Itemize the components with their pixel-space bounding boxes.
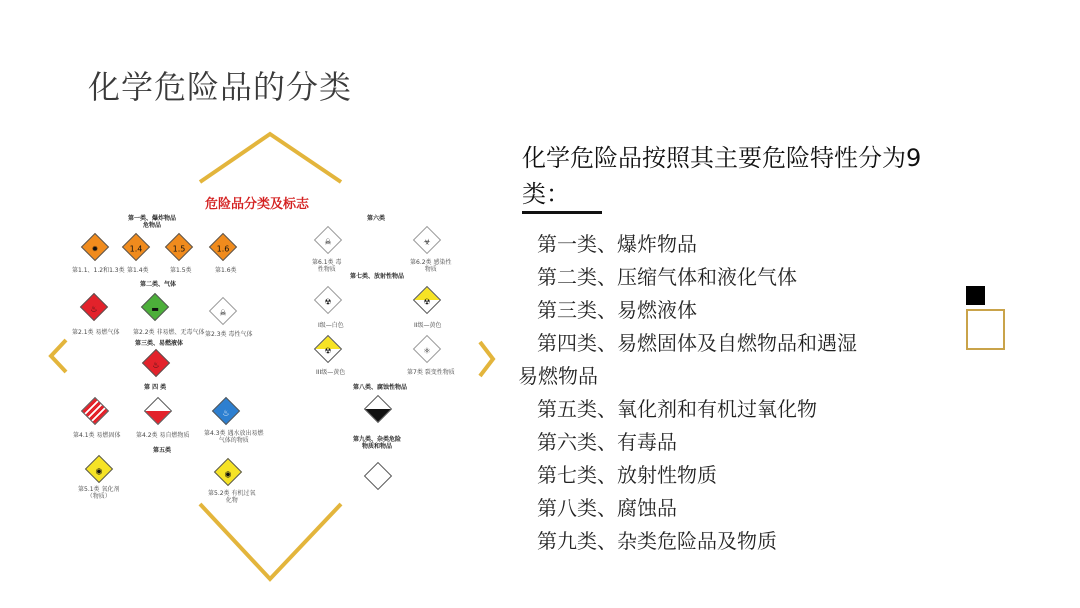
biohazard-icon: ☣ <box>423 236 431 246</box>
frame-top-chevron <box>200 134 341 182</box>
flame-icon: ♨ <box>90 303 98 313</box>
glyph-1-6: 1.6 <box>216 243 230 253</box>
class8-heading: 第八类、腐蚀性物品 <box>353 384 408 391</box>
decorative-black-square <box>966 286 985 305</box>
list-item: 易燃物品 <box>518 364 598 388</box>
label-c5b: 第5.2类 有机过氧 化物 <box>208 490 256 504</box>
radiation-icon: ☢ <box>324 296 332 306</box>
label-c4a: 第4.1类 易燃固体 <box>73 432 121 439</box>
class4-heading: 第 四 类 <box>144 384 167 391</box>
classification-heading: 化学危险品按照其主要危险特性分为9类： <box>522 144 922 208</box>
label-c1b: 第1.4类 <box>127 267 149 274</box>
list-item: 第一类、爆炸物品 <box>537 232 697 256</box>
class-list <box>518 228 938 558</box>
flame-icon: ♨ <box>222 407 230 417</box>
page-title: 化学危险品的分类 <box>88 68 353 106</box>
frame-left-arrow <box>51 340 66 372</box>
list-item: 第八类、腐蚀品 <box>537 496 677 520</box>
label-c4c: 第4.3类 遇水放出易燃 气体的物质 <box>204 430 264 444</box>
label-c2a: 第2.1类 易燃气体 <box>72 329 120 336</box>
skull-icon: ☠ <box>324 236 332 246</box>
label-c6a: 第6.1类 毒 性物质 <box>312 259 342 273</box>
glyph-1-4: 1.4 <box>129 243 143 253</box>
label-c4b: 第4.2类 易自燃物质 <box>136 432 190 439</box>
heading-underline <box>522 211 602 214</box>
diagram-title: 危险品分类及标志 <box>205 197 310 212</box>
label-c1c: 第1.5类 <box>170 267 192 274</box>
list-item: 第三类、易燃液体 <box>537 298 697 322</box>
label-c7a: I级—白色 <box>318 322 344 329</box>
radiation-icon: ☢ <box>324 345 332 355</box>
flame-over-circle-icon: ◉ <box>95 465 103 475</box>
label-c7b: II级—黄色 <box>414 322 442 329</box>
class7-heading: 第七类、放射性物品 <box>350 273 405 280</box>
flame-icon: ♨ <box>152 359 160 369</box>
skull-icon: ☠ <box>219 307 227 317</box>
decorative-gold-square <box>966 309 1005 350</box>
frame-right-arrow <box>480 342 493 376</box>
class9-heading: 第九类、杂类危险 物质和物品 <box>353 436 402 450</box>
list-item: 第五类、氧化剂和有机过氧化物 <box>537 397 817 421</box>
class5-heading: 第五类 <box>153 447 172 454</box>
class3-heading: 第三类、易燃液体 <box>135 340 184 347</box>
frame-bottom-chevron <box>200 504 341 579</box>
list-item: 第九类、杂类危险品及物质 <box>537 529 777 553</box>
label-c6b: 第6.2类 感染性 物质 <box>410 259 452 273</box>
list-item: 第七类、放射性物质 <box>537 463 717 487</box>
label-c1a: 第1.1、1.2和1.3类 <box>72 267 125 274</box>
list-item: 第二类、压缩气体和液化气体 <box>537 265 797 289</box>
class1-heading <box>128 215 176 229</box>
label-c5a: 第5.1类 氧化剂 （物质） <box>78 486 120 500</box>
label-c2b: 第2.2类 非易燃、无毒气体 <box>133 329 205 336</box>
class1-heading-text: 第一类、爆炸物品 危物品 <box>128 215 177 229</box>
class2-heading: 第二类、气体 <box>140 281 177 288</box>
label-c7c: III级—黄色 <box>316 369 346 376</box>
radiation-icon: ☢ <box>423 296 431 306</box>
flame-over-circle-icon: ◉ <box>224 468 232 478</box>
list-item: 第四类、易燃固体及自燃物品和遇湿 <box>537 331 857 355</box>
cylinder-icon: ▬ <box>151 303 159 313</box>
bomb-icon: ✹ <box>91 243 99 253</box>
label-c2c: 第2.3类 毒性气体 <box>205 331 253 338</box>
class6-heading: 第六类 <box>367 215 386 222</box>
label-c1d: 第1.6类 <box>215 267 237 274</box>
fissile-icon: ⚛ <box>423 345 431 355</box>
list-item: 第六类、有毒品 <box>537 430 677 454</box>
glyph-1-5: 1.5 <box>172 243 186 253</box>
label-c7d: 第7类 裂变性物质 <box>407 369 455 376</box>
